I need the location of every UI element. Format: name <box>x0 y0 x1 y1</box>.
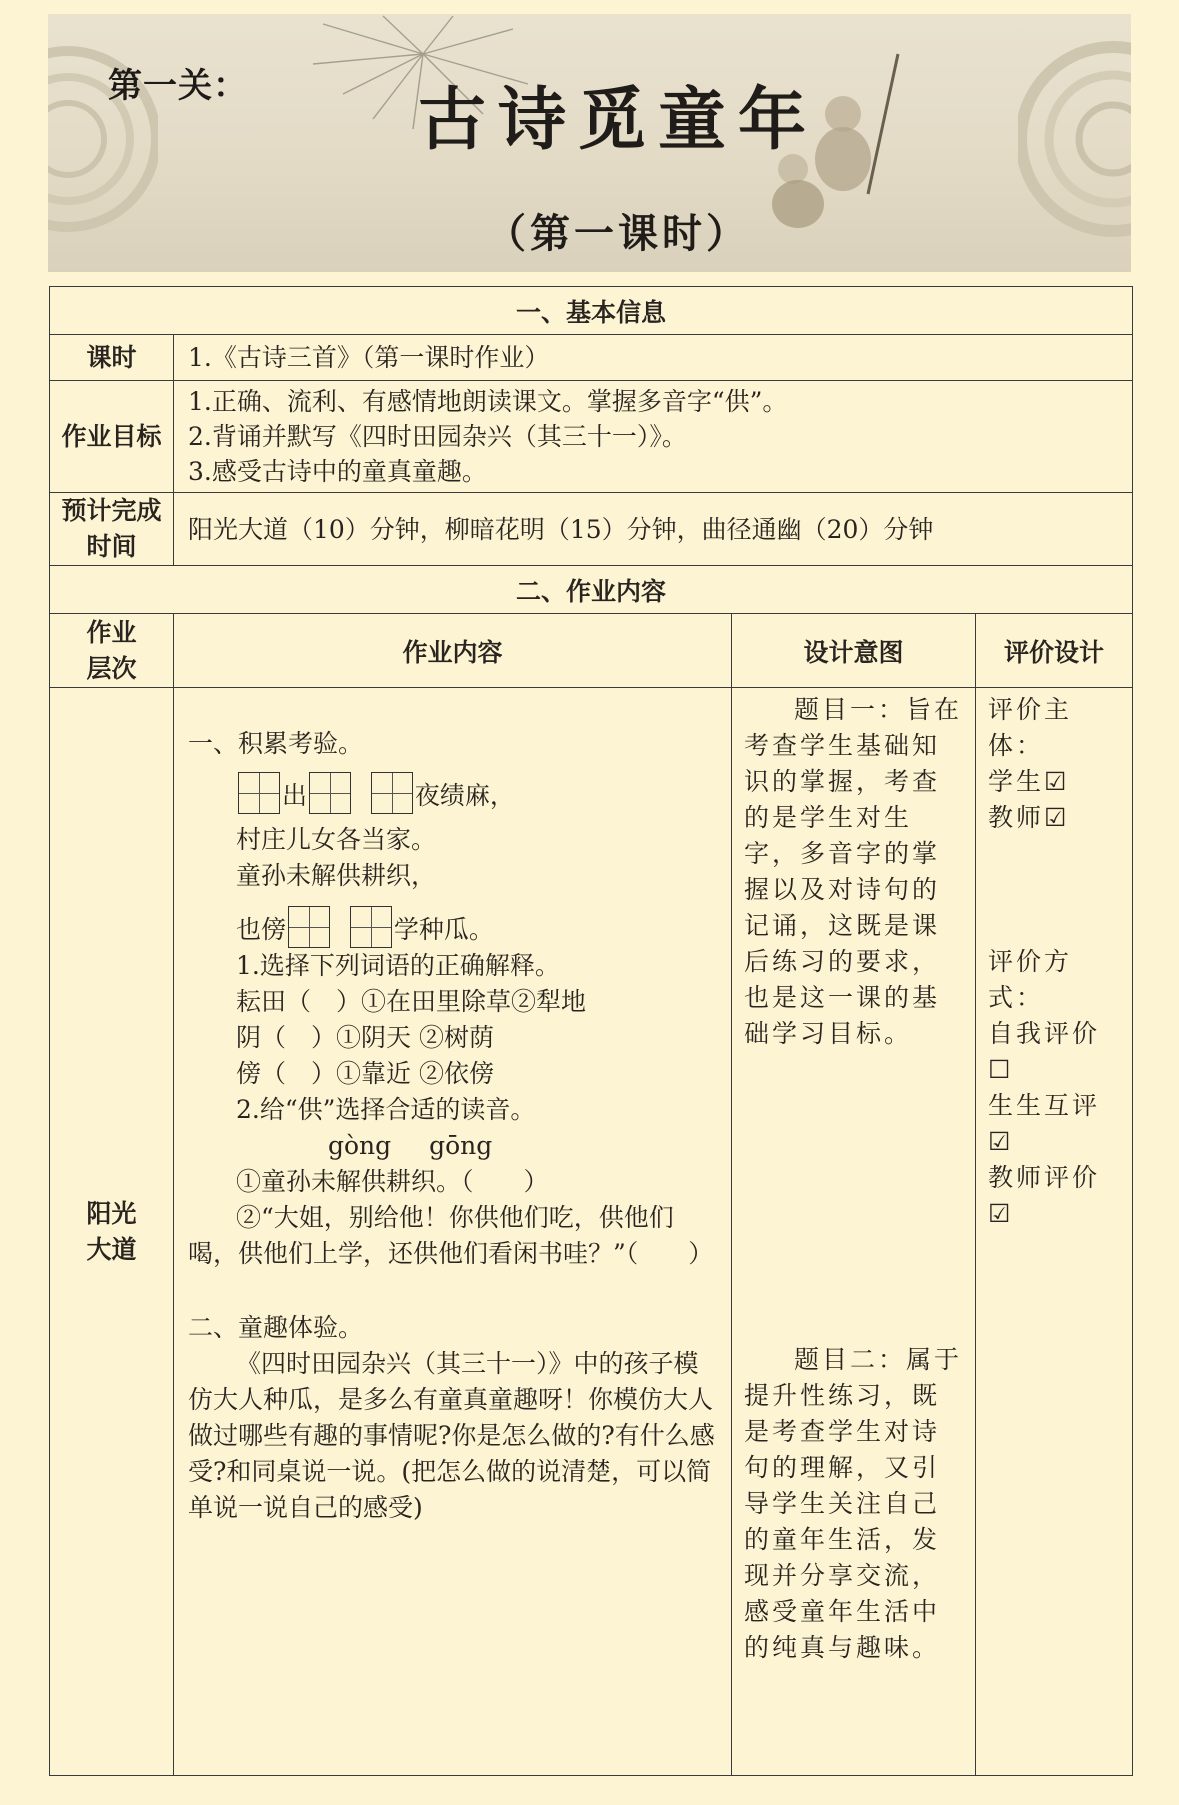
stage-label: 第一关： <box>108 66 248 106</box>
eval-self: 自我评价 <box>988 1019 1101 1048</box>
tian-grid-box[interactable] <box>288 906 330 948</box>
eval-self-checkbox[interactable]: ☐ <box>988 1055 1014 1084</box>
time-value: 阳光大道（10）分钟，柳暗花明（15）分钟，曲径通幽（20）分钟 <box>174 493 1133 566</box>
tian-grid-box[interactable] <box>238 772 280 814</box>
pinyin-options: gòng gōng <box>328 1131 493 1160</box>
homework-table <box>49 286 1133 1776</box>
eval-teacher-review-checkbox[interactable]: ☑ <box>988 1199 1014 1228</box>
goal-item: 2.背诵并默写《四时田园杂兴（其三十一）》。 <box>188 422 687 451</box>
tian-grid-box[interactable] <box>309 772 351 814</box>
section-content-header: 二、作业内容 <box>50 566 1133 614</box>
poem-line-3: 童孙未解供耕织， <box>236 861 437 890</box>
eval-teacher: 教师☑ <box>988 803 1070 832</box>
question-2-item-2: ②“大姐，别给他！你供他们吃，供他们喝，供他们上学，还供他们看闲书哇？”（ ） <box>188 1203 714 1268</box>
level-cell: 阳光大道 <box>50 688 174 1776</box>
col-level-header: 作业层次 <box>50 614 174 688</box>
col-eval-header: 评价设计 <box>976 614 1133 688</box>
eval-subject-label: 评价主体： <box>988 695 1073 760</box>
tian-grid-box[interactable] <box>350 906 392 948</box>
page-subtitle: （第一课时） <box>486 211 750 257</box>
eval-cell <box>976 688 1133 1776</box>
poem-line-1: 出 夜绩麻， <box>188 772 721 814</box>
goals-list <box>174 381 1133 493</box>
question-2: 2.给“供”选择合适的读音。 <box>236 1095 536 1124</box>
intent-1: 题目一：旨在考查学生基础知识的掌握，考查的是学生对生字，多音字的掌握以及对诗句的记诵，这既是课后练习的要求，也是这一课的基础学习目标。 <box>744 695 963 1048</box>
question-1-option-c: 傍（ ）①靠近 ②依傍 <box>236 1059 494 1088</box>
poem-line-4: 也傍 学种瓜。 <box>188 906 721 948</box>
header-banner <box>48 14 1131 272</box>
eval-method-label: 评价方式： <box>988 947 1073 1012</box>
eval-teacher-review: 教师评价 <box>988 1163 1101 1192</box>
lesson-value: 1.《古诗三首》（第一课时作业） <box>174 335 1133 381</box>
section-basic-info-header: 一、基本信息 <box>50 287 1133 335</box>
part2-text: 《四时田园杂兴（其三十一）》中的孩子模仿大人种瓜，是多么有童真童趣呀！你模仿大人做过哪些有趣的事情呢?你是怎么做的?有什么感受?和同桌说一说。(把怎么做的说清楚，可以简单说一说自己的感受) <box>188 1349 715 1522</box>
question-1-option-b: 阴（ ）①阴天 ②树荫 <box>236 1023 494 1052</box>
eval-student: 学生☑ <box>988 767 1070 796</box>
part2-title: 二、童趣体验。 <box>188 1313 364 1342</box>
intent-cell <box>732 688 976 1776</box>
page-title: 古诗觅童年 <box>418 81 819 160</box>
question-1: 1.选择下列词语的正确解释。 <box>236 951 560 980</box>
col-content-header: 作业内容 <box>174 614 732 688</box>
goals-label: 作业目标 <box>50 381 174 493</box>
col-intent-header: 设计意图 <box>732 614 976 688</box>
eval-peer: 生生互评 <box>988 1091 1101 1120</box>
tian-grid-box[interactable] <box>371 772 413 814</box>
part1-title: 一、积累考验。 <box>188 729 364 758</box>
right-medallion-decoration <box>1018 14 1131 264</box>
time-label: 预计完成时间 <box>50 493 174 566</box>
content-cell <box>174 688 732 1776</box>
goal-item: 1.正确、流利、有感情地朗读课文。掌握多音字“供”。 <box>188 387 788 416</box>
question-2-item-1: ①童孙未解供耕织。（ ） <box>236 1167 549 1196</box>
eval-peer-checkbox[interactable]: ☑ <box>988 1127 1014 1156</box>
lesson-label: 课时 <box>50 335 174 381</box>
question-1-option-a: 耘田（ ）①在田里除草②犁地 <box>236 987 587 1016</box>
intent-2: 题目二：属于提升性练习，既是考查学生对诗句的理解，又引导学生关注自己的童年生活，发现并分享交流，感受童年生活中的纯真与趣味。 <box>744 1345 963 1662</box>
goal-item: 3.感受古诗中的童真童趣。 <box>188 457 487 486</box>
poem-line-2: 村庄儿女各当家。 <box>236 825 437 854</box>
